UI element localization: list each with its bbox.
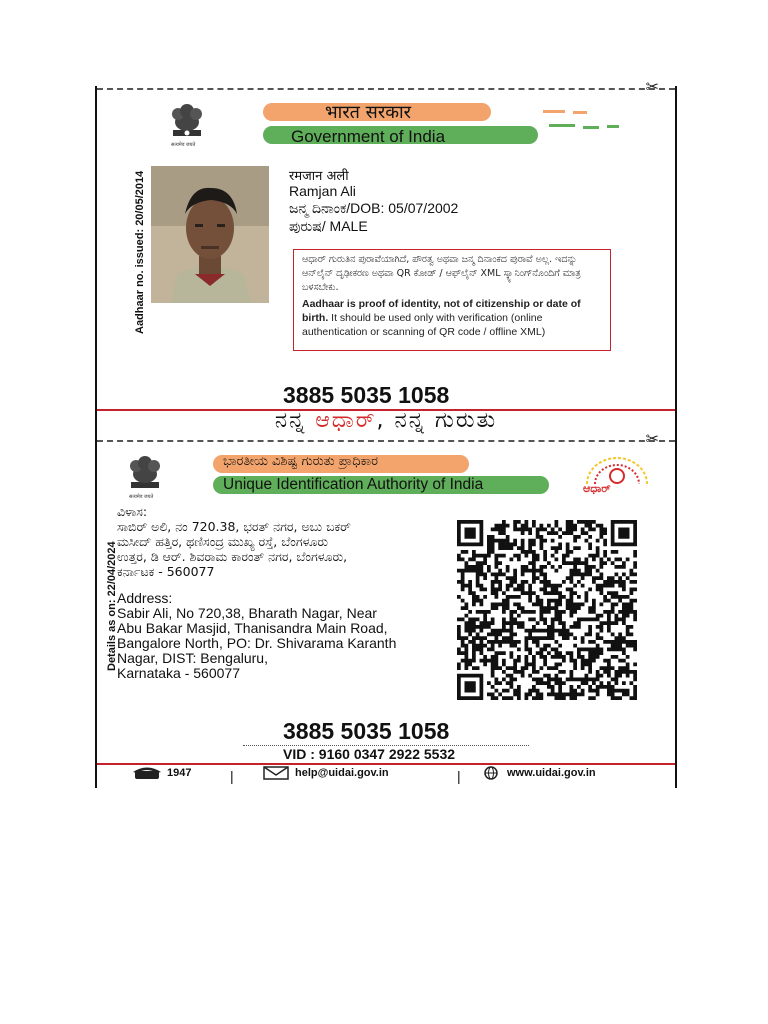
aadhaar-back-card (95, 431, 677, 788)
vid-number: VID : 9160 0347 2922 5532 (283, 746, 456, 762)
holder-name-hindi: रमजान अली (289, 169, 349, 184)
disclaimer-box (293, 249, 611, 351)
footer-email-text: help@uidai.gov.in (295, 767, 389, 779)
disclaimer-english-bold: Aadhaar is proof of identity, not of citizenship or date of birth. (302, 298, 581, 324)
footer-separator: | (230, 768, 234, 784)
phone-icon (133, 766, 161, 780)
national-emblem-icon (167, 100, 207, 140)
address-english-line: Sabir Ali, No 720,38, Bharath Nagar, Near (117, 605, 377, 621)
footer-web-text: www.uidai.gov.in (507, 767, 596, 779)
holder-dob: ಜನ್ಮ ದಿನಾಂಕ/DOB: 05/07/2002 (289, 200, 459, 216)
footer-phone (133, 766, 191, 780)
header-kannada: ಭಾರತೀಯ ವಿಶಿಷ್ಟ ಗುರುತು ಪ್ರಾಧಿಕಾರ (223, 454, 378, 469)
tagline-part1: ನನ್ನ (274, 408, 316, 433)
qr-code (452, 520, 642, 700)
address-english-line: Abu Bakar Masjid, Thanisandra Main Road, (117, 620, 388, 636)
emblem-caption: सत्यमेव जयते (171, 142, 196, 148)
address-kannada-line: ಕರ್ನಾಟಕ - 560077 (117, 564, 215, 579)
holder-photo (151, 166, 269, 303)
address-kannada-line: ಸಾಬಿರ್ ಅಲಿ, ನಂ 720.38, ಭರತ್ ನಗರ, ಅಬು ಬಕರ್ (117, 519, 351, 534)
holder-gender: ಪುರುಷ/ MALE (289, 218, 368, 234)
disclaimer-kannada: ಆಧಾರ್ ಗುರುತಿನ ಪುರಾವೆಯಾಗಿದೆ, ಪೌರತ್ವ ಅಥವಾ ಜನ್ಮ ದಿನಾಂಕದ ಪುರಾವೆ ಅಲ್ಲ. ಇದನ್ನು ಆನ್‌ಲೈನ್ ದೃಢೀಕರಣ ಅಥವಾ QR ಕೋಡ್ / ಆಫ್‌ಲೈನ್ XML ಸ್ಕ್ಯಾನಿಂಗ್‌ನೊಂದಿಗೆ ಮಾತ್ರ ಬಳಸಬೇಕು. (302, 254, 581, 293)
cut-line-top (97, 88, 675, 90)
details-date: Details as on: 22/04/2024 (106, 541, 118, 671)
aadhaar-front-card (95, 79, 677, 438)
footer (97, 767, 675, 788)
red-divider-back (97, 763, 675, 765)
address-english-line: Nagar, DIST: Bengaluru, (117, 650, 268, 666)
globe-icon (481, 766, 501, 780)
emblem-caption-back: सत्यमेव जयते (129, 494, 154, 500)
address-english-line: Bangalore North, PO: Dr. Shivarama Karanth (117, 635, 397, 651)
national-emblem-icon-back (125, 452, 165, 492)
mail-icon (263, 766, 289, 780)
tagline-part2: , ನನ್ನ ಗುರುತು (376, 408, 498, 433)
address-english-line: Karnataka - 560077 (117, 665, 240, 681)
decorative-dashes (543, 108, 643, 134)
disclaimer-english (302, 297, 602, 339)
address-label-english: Address: (117, 590, 173, 606)
footer-separator: | (457, 768, 461, 784)
address-kannada-line: ಉತ್ತರ, ಡಿ ಆರ್. ಶಿವರಾಮ ಕಾರಂತ್ ನಗರ, ಬೆಂಗಳೂರು, (117, 549, 348, 564)
scissors-icon-2: ✂ (645, 431, 659, 448)
header-hindi: भारत सरकार (325, 102, 412, 123)
footer-phone-text: 1947 (167, 767, 192, 779)
tagline (97, 408, 675, 433)
tagline-highlight: ಆಧಾರ್ (315, 408, 377, 433)
scissors-icon: ✂ (645, 79, 659, 96)
header-english: Government of India (291, 127, 446, 146)
header-english-back: Unique Identification Authority of India (223, 476, 484, 493)
aadhaar-issue-date: Aadhaar no. issued: 20/05/2014 (134, 170, 146, 334)
address-label-kannada: ವಿಳಾಸ: (117, 504, 148, 519)
aadhaar-number-front: 3885 5035 1058 (283, 382, 450, 408)
aadhaar-logo-text: ಆಧಾರ್ (583, 482, 611, 495)
address-kannada-line: ಮಸೀದ್ ಹತ್ತಿರ, ಥಣಿಸಂದ್ರ ಮುಖ್ಯ ರಸ್ತೆ, ಬೆಂಗಳೂರು (117, 534, 328, 549)
cut-line-middle (97, 440, 675, 442)
holder-name-english: Ramjan Ali (289, 183, 356, 199)
aadhaar-number-back: 3885 5035 1058 (283, 718, 450, 744)
footer-email[interactable] (263, 766, 389, 780)
disclaimer-english-rest: It should be used only with verification (online authentication or scanning of QR code / offline XML) (302, 312, 546, 338)
footer-web[interactable] (481, 766, 596, 780)
